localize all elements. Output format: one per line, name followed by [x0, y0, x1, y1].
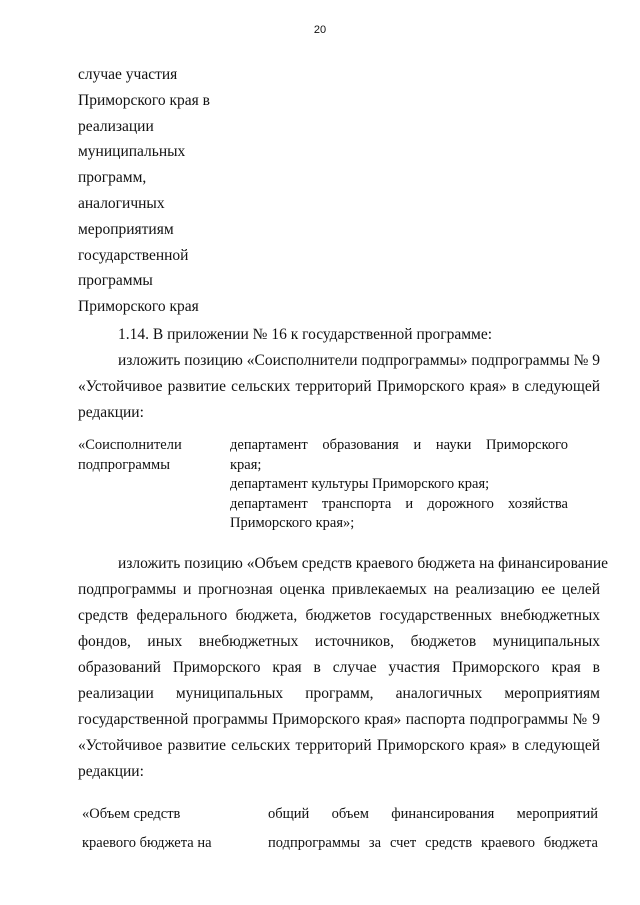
text-line: средств федерального бюджета, бюджетов государственных внебюджетных	[78, 607, 600, 624]
text-line: «Объем средств	[82, 806, 181, 822]
text-line: аналогичных	[78, 194, 165, 212]
text-line: «Устойчивое развитие сельских территорий Приморского края» в следующей	[78, 378, 600, 395]
text-line: мероприятиям	[78, 220, 174, 238]
instruction-paragraph-2	[78, 551, 609, 785]
table-continuation-column	[78, 62, 278, 320]
page-number: 20	[313, 24, 327, 36]
text-line: департамент образования и науки Приморского	[230, 437, 568, 453]
table-2-right-cell	[268, 800, 598, 858]
section-heading: 1.14. В приложении № 16 к государственной программе:	[118, 326, 493, 343]
text-line: изложить позицию «Соисполнители подпрограммы» подпрограммы № 9	[118, 352, 600, 369]
text-line: подпрограммы и прогнозная оценка привлекаемых на реализацию ее целей	[78, 581, 600, 598]
text-line: реализации муниципальных программ, аналогичных мероприятиям	[78, 685, 600, 702]
text-line: фондов, иных внебюджетных источников, бюджетов муниципальных	[78, 633, 600, 650]
text-line: Приморского края	[78, 298, 199, 316]
text-line: Приморского края в	[78, 91, 210, 109]
text-line: края;	[230, 456, 262, 473]
text-line: подпрограммы	[78, 456, 170, 473]
text-line: общий объем финансирования мероприятий	[268, 806, 598, 822]
text-line: Приморского края»;	[230, 515, 355, 531]
text-line: редакции:	[78, 404, 144, 421]
text-line: образований Приморского края в случае участия Приморского края в	[78, 659, 600, 676]
table-1-left-cell	[78, 436, 182, 475]
text-line: реализации	[78, 117, 154, 135]
text-line: краевого бюджета на	[82, 835, 212, 851]
text-line: программ,	[78, 169, 147, 187]
table-2-left-cell	[82, 800, 212, 858]
text-line: «Устойчивое развитие сельских территорий Приморского края» в следующей	[78, 737, 600, 754]
text-line: редакции:	[78, 763, 144, 780]
text-line: муниципальных	[78, 143, 186, 161]
text-line: «Соисполнители	[78, 437, 182, 453]
text-line: государственной программы Приморского края» паспорта подпрограммы № 9	[78, 711, 600, 728]
text-line: программы	[78, 272, 153, 290]
text-line: подпрограммы за счет средств краевого бюджета	[268, 835, 598, 851]
table-1-right-cell	[230, 436, 568, 534]
text-line: государственной	[78, 246, 189, 264]
text-line: случае участия	[78, 66, 178, 83]
text-line: изложить позицию «Объем средств краевого бюджета на финансирование	[118, 555, 609, 572]
text-line: департамент транспорта и дорожного хозяйства	[230, 495, 568, 512]
text-line: департамент культуры Приморского края;	[230, 476, 490, 492]
instruction-paragraph-1	[78, 348, 600, 426]
